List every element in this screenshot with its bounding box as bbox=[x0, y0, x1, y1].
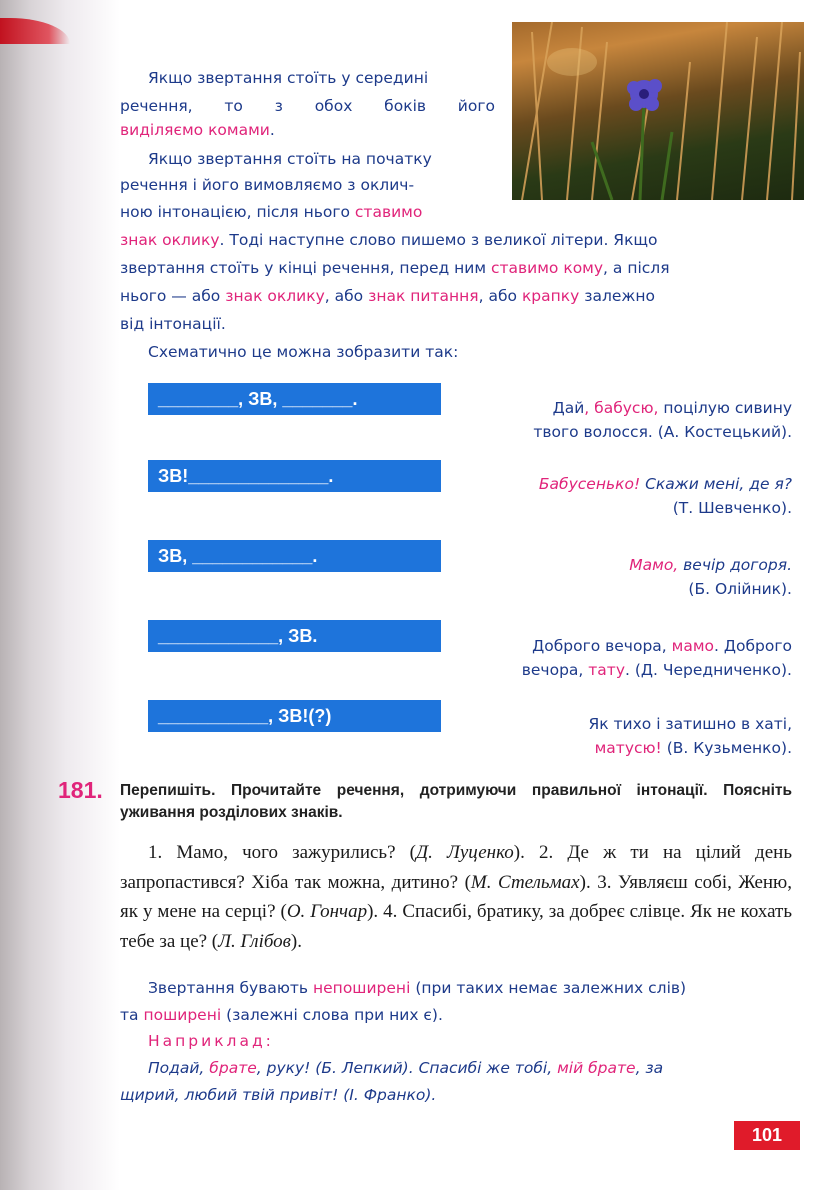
rule-text: та bbox=[120, 1006, 139, 1024]
scheme-bar-end-exclaim: ___________, ЗВ!(?) bbox=[148, 700, 441, 732]
intro-text: звертання стоїть у кінці речення, перед ним bbox=[120, 259, 487, 277]
rule-example-line-1 bbox=[148, 1056, 663, 1080]
intro-text: , або bbox=[478, 287, 517, 305]
intro-line-11 bbox=[148, 340, 458, 364]
rule-text: Звертання бувають bbox=[148, 979, 309, 997]
rule-example-text: Подай, bbox=[148, 1059, 205, 1077]
scheme-bar-start-comma: ЗВ, ____________. bbox=[148, 540, 441, 572]
intro-line-5 bbox=[120, 173, 414, 197]
sentence-text: ). 3. Уявляєш собі, Женю, як у мене на серці? ( bbox=[120, 871, 792, 922]
example-text: . (Д. Чередниченко). bbox=[625, 661, 792, 679]
intro-text: , або bbox=[324, 287, 364, 305]
example-4 bbox=[432, 634, 792, 682]
rule-example-text: , за bbox=[635, 1059, 664, 1077]
scheme-bar-middle: ________, ЗВ, _______. bbox=[148, 383, 441, 415]
example-text: вечір догоря. bbox=[683, 556, 792, 574]
address-word: мамо bbox=[671, 637, 715, 655]
page-number: 101 bbox=[734, 1121, 800, 1150]
example-text: (В. Кузьменко). bbox=[666, 739, 792, 757]
intro-line-2 bbox=[120, 94, 495, 118]
intro-text: речення і його вимовляємо з оклич- bbox=[120, 176, 415, 194]
address-word: Мамо, bbox=[629, 556, 679, 574]
intro-text: . bbox=[269, 121, 275, 139]
intro-text: залежно bbox=[584, 287, 656, 305]
author-name: О. Гончар bbox=[286, 901, 368, 922]
photo-illustration bbox=[512, 22, 804, 200]
highlight-text: знак питання bbox=[368, 287, 479, 305]
intro-line-3 bbox=[120, 118, 275, 142]
example-3-line-1 bbox=[462, 553, 792, 577]
address-word: матусю! bbox=[594, 739, 662, 757]
binding-shadow bbox=[0, 0, 120, 1190]
example-1-line-1 bbox=[462, 396, 792, 420]
example-2-line-1 bbox=[462, 472, 792, 496]
intro-text: речення, то з обох боків його bbox=[120, 97, 495, 115]
sentence-text: ). 4. Спасибі, братику, за добреє слівце. Як не кохать тебе за це? ( bbox=[120, 901, 792, 952]
intro-text: . Тоді наступне слово пишемо з великої літери. Якщо bbox=[219, 231, 658, 249]
rule-text: (при таких немає залежних слів) bbox=[415, 979, 687, 997]
example-4-line-1 bbox=[432, 634, 792, 658]
sentence-text: 1. Мамо, чого зажурились? ( bbox=[148, 842, 416, 863]
intro-line-9 bbox=[120, 284, 792, 308]
address-word: , бабусю, bbox=[584, 399, 659, 417]
highlight-text: ставимо кому bbox=[490, 259, 604, 277]
scheme-bar-end: ____________, ЗВ. bbox=[148, 620, 441, 652]
example-text: Скажи мені, де я? bbox=[645, 475, 792, 493]
intro-line-10 bbox=[120, 312, 226, 336]
sentence-text: ). 2. Де ж ти на цілий день запропастився? Хіба так можна, дитино? ( bbox=[120, 842, 792, 893]
highlight-text: непоширені bbox=[313, 979, 411, 997]
intro-text: Якщо звертання стоїть на початку bbox=[148, 150, 432, 168]
rule-text: (залежні слова при них є). bbox=[226, 1006, 443, 1024]
example-5 bbox=[462, 712, 792, 760]
example-label: Наприклад: bbox=[148, 1032, 274, 1050]
rule-line-2 bbox=[120, 1003, 443, 1027]
exercise-task: Перепишіть. Прочитайте речення, дотримуючи правильної інтонації. Поясніть уживання розділових знаків. bbox=[120, 782, 792, 821]
example-4-line-2 bbox=[432, 658, 792, 682]
intro-line-6 bbox=[120, 200, 422, 224]
highlight-text: поширені bbox=[143, 1006, 222, 1024]
rule-example-text: , руку! (Б. Лепкий). Спасибі же тобі, bbox=[256, 1059, 553, 1077]
rule-line-1 bbox=[148, 976, 686, 1000]
intro-text: ною інтонацією, після нього bbox=[120, 203, 350, 221]
example-2-line-2: (Т. Шевченко). bbox=[672, 499, 792, 517]
highlight-text: ставимо bbox=[354, 203, 423, 221]
highlight-text: виділяємо комами bbox=[120, 121, 270, 139]
intro-line-4 bbox=[148, 147, 432, 171]
example-text: поцілую сивину bbox=[663, 399, 792, 417]
rule-example-line-2: щирий, любий твій привіт! (І. Франко). bbox=[120, 1086, 437, 1104]
example-1 bbox=[462, 396, 792, 444]
example-text: . Доброго bbox=[714, 637, 792, 655]
author-name: Д. Луценко bbox=[415, 842, 514, 863]
author-name: М. Стельмах bbox=[470, 871, 580, 893]
intro-text: від інтонації. bbox=[120, 315, 226, 333]
example-text: вечора, bbox=[521, 661, 584, 679]
address-word: брате bbox=[209, 1059, 257, 1077]
example-3 bbox=[462, 553, 792, 601]
address-word: тату bbox=[588, 661, 626, 679]
intro-line-8 bbox=[120, 256, 792, 280]
sentence-text: ). bbox=[290, 930, 302, 952]
example-1-line-2: твого волосся. (А. Костецький). bbox=[533, 423, 792, 441]
example-5-line-1: Як тихо і затишно в хаті, bbox=[588, 715, 792, 733]
intro-text: , а після bbox=[603, 259, 670, 277]
intro-line-7 bbox=[120, 228, 792, 252]
exercise-number: 181. bbox=[58, 777, 103, 803]
example-5-line-2 bbox=[462, 736, 792, 760]
example-text: Доброго вечора, bbox=[532, 637, 667, 655]
highlight-text: крапку bbox=[521, 287, 580, 305]
intro-line-1 bbox=[148, 66, 428, 90]
example-text: Дай bbox=[552, 399, 585, 417]
exercise-sentences bbox=[120, 838, 792, 956]
cornflower-photo bbox=[512, 22, 804, 200]
intro-text: Якщо звертання стоїть у середині bbox=[148, 69, 429, 87]
highlight-text: знак оклику bbox=[120, 231, 220, 249]
intro-text: Схематично це можна зобразити так: bbox=[148, 343, 459, 361]
address-word: мій брате bbox=[557, 1059, 636, 1077]
highlight-text: знак оклику bbox=[225, 287, 325, 305]
scheme-bar-start-exclaim: ЗВ!______________. bbox=[148, 460, 441, 492]
intro-text: нього — або bbox=[120, 287, 221, 305]
author-name: Л. Глібов bbox=[218, 930, 291, 952]
example-3-line-2: (Б. Олійник). bbox=[688, 580, 792, 598]
example-2 bbox=[462, 472, 792, 520]
address-word: Бабусенько! bbox=[538, 475, 641, 493]
